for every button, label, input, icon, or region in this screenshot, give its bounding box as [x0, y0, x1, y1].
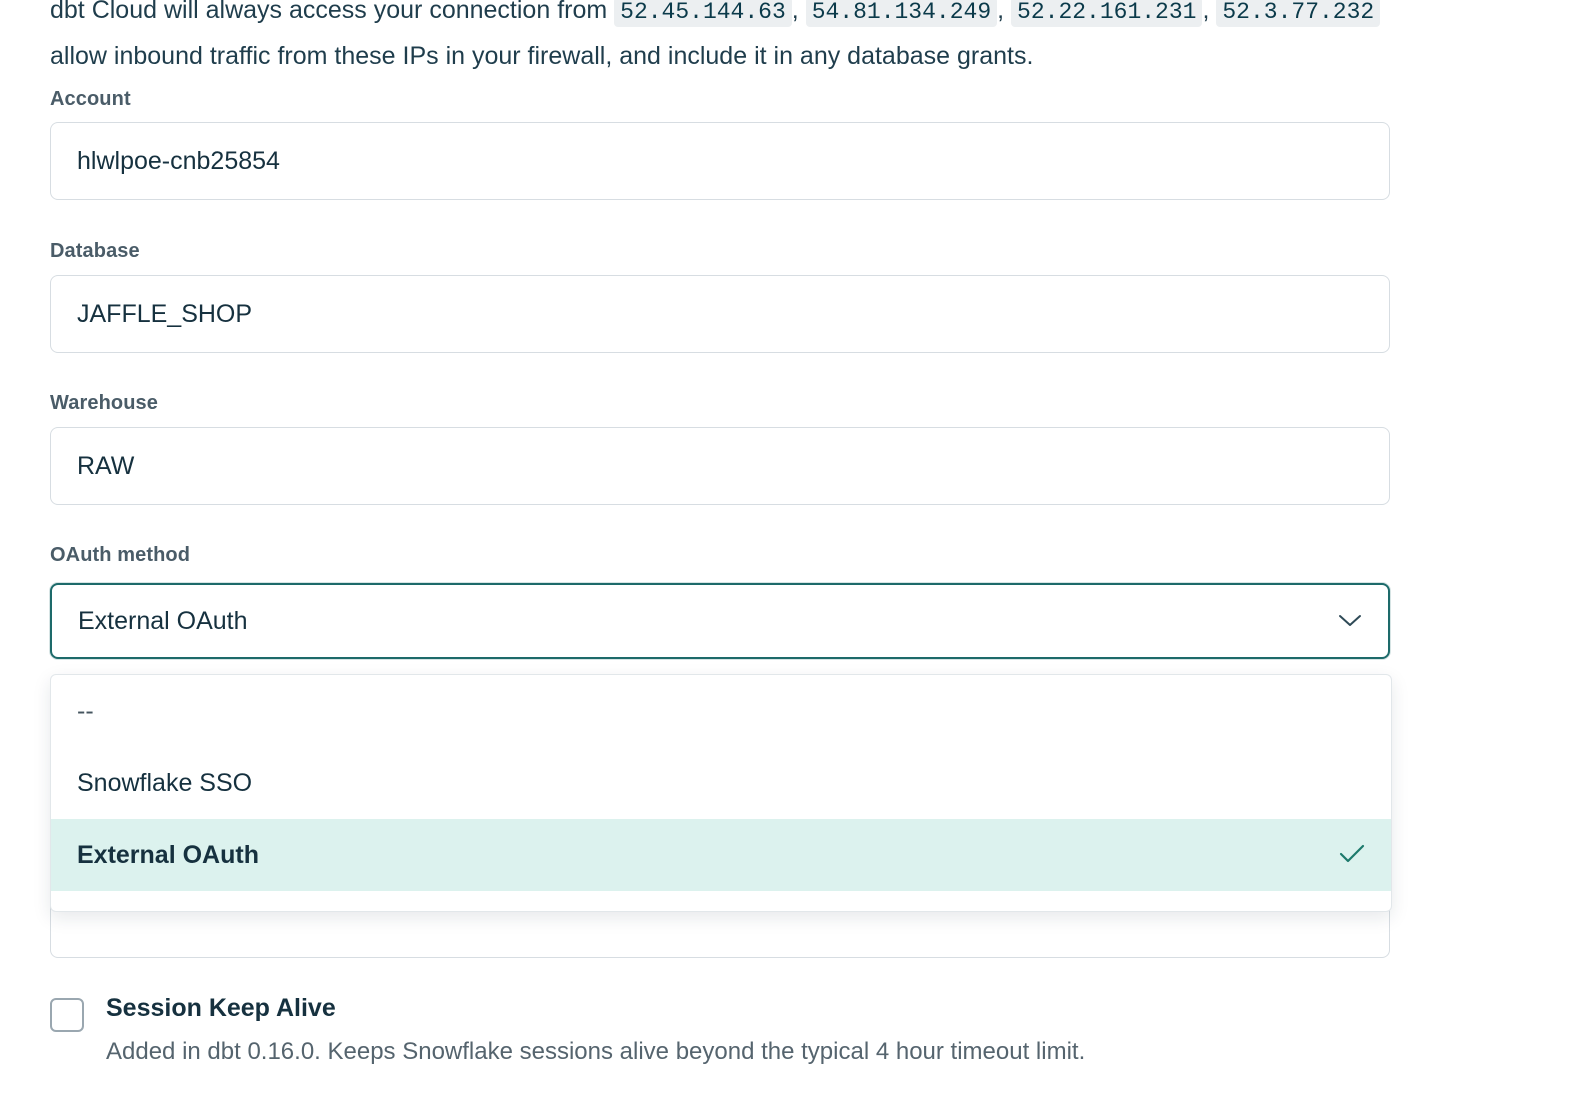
database-input[interactable] — [50, 275, 1390, 353]
oauth-method-label: OAuth method — [50, 544, 191, 566]
session-keep-alive-description: Added in dbt 0.16.0. Keeps Snowflake sessions alive beyond the typical 4 hour timeout limit. — [106, 1038, 1086, 1065]
ip-chip-4: 52.3.77.232 — [1216, 0, 1380, 27]
ip-allowlist-note — [50, 0, 1540, 78]
ip-chip-3: 52.22.161.231 — [1011, 0, 1202, 27]
dropdown-option-snowflake-sso-label: Snowflake SSO — [77, 768, 253, 797]
session-keep-alive-title: Session Keep Alive — [106, 994, 336, 1022]
account-label: Account — [50, 88, 131, 110]
dropdown-option-none-label: -- — [77, 696, 94, 725]
account-input[interactable] — [50, 122, 1390, 200]
oauth-method-dropdown — [50, 674, 1392, 912]
ip-sep-2: , — [997, 0, 1012, 24]
dropdown-option-none[interactable] — [51, 675, 1391, 747]
oauth-method-value: External OAuth — [78, 606, 248, 635]
ip-chip-2: 54.81.134.249 — [806, 0, 997, 27]
ip-allowlist-note-line1 — [50, 0, 1540, 34]
oauth-method-select[interactable] — [50, 583, 1390, 659]
warehouse-label: Warehouse — [50, 392, 158, 414]
check-icon — [1339, 842, 1365, 868]
session-keep-alive-checkbox[interactable] — [50, 998, 84, 1032]
ip-sep-1: , — [791, 0, 806, 24]
ip-chip-1: 52.45.144.63 — [614, 0, 792, 27]
dropdown-option-external-oauth[interactable] — [51, 819, 1391, 891]
account-value: hlwlpoe-cnb25854 — [77, 146, 280, 175]
dropdown-option-snowflake-sso[interactable] — [51, 747, 1391, 819]
warehouse-value: RAW — [77, 451, 135, 480]
warehouse-input[interactable] — [50, 427, 1390, 505]
database-label: Database — [50, 240, 140, 262]
chevron-down-icon — [1338, 610, 1362, 632]
ip-note-prefix: dbt Cloud will always access your connection from — [50, 0, 615, 24]
dropdown-option-external-oauth-label: External OAuth — [77, 840, 259, 869]
ip-allowlist-note-line2: allow inbound traffic from these IPs in your firewall, and include it in any database grants. — [50, 42, 1034, 70]
ip-sep-3: , — [1202, 0, 1217, 24]
database-value: JAFFLE_SHOP — [77, 299, 253, 328]
